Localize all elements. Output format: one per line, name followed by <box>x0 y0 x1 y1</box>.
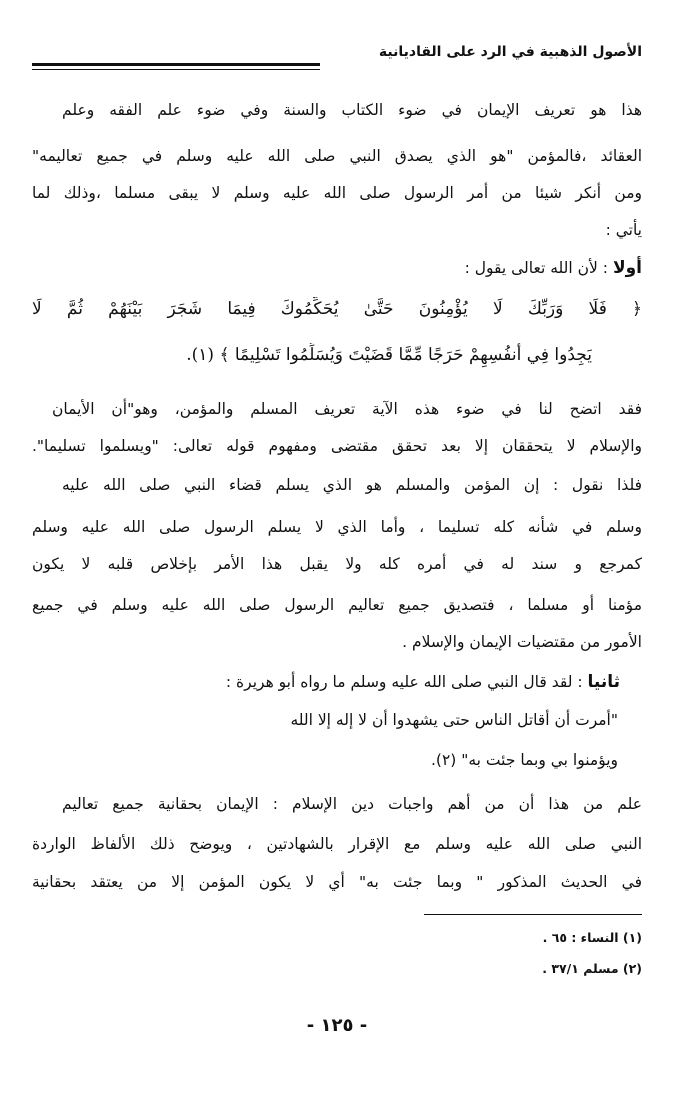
second-point-lead: ثانيا <box>587 672 620 692</box>
first-point-line <box>32 256 642 282</box>
body-line-11: الأمور من مقتضيات الإيمان والإسلام . <box>402 633 642 651</box>
body-line-12: علم من هذا أن من أهم واجبات دين الإسلام : الإيمان بحقانية جميع تعاليم <box>62 795 642 813</box>
body-line-13: النبي صلى الله عليه وسلم مع الإقرار بالشهادتين ، ويوضح ذلك الألفاظ الواردة <box>32 835 642 853</box>
footnote-1: (١) النساء : ٦٥ . <box>542 930 642 945</box>
body-line-3: ومن أنكر شيئا من أمر الرسول صلى الله عليه وسلم لا يبقى مسلما ،وذلك لما <box>32 184 642 202</box>
hadith-line-2: ويؤمنوا بي وبما جئت به" (٢). <box>430 751 618 769</box>
page-number: - ١٢٥ - <box>306 1015 368 1036</box>
hadith-line-1: "أمرت أن أقاتل الناس حتى يشهدوا أن لا إله إلا الله <box>290 711 618 729</box>
first-point-text: : لأن الله تعالى يقول : <box>464 259 608 277</box>
second-point-text: : لقد قال النبي صلى الله عليه وسلم ما رواه أبو هريرة : <box>225 673 583 691</box>
body-line-9: كمرجع و سند له في أمره كله ولا يقبل هذا الأمر بإخلاص قلبه لا يكون <box>32 555 642 573</box>
footnote-2: (٢) مسلم ٣٧/١ . <box>542 961 642 976</box>
header-rule-thin <box>32 69 320 70</box>
header-rule-thick <box>32 63 320 66</box>
body-line-4: يأتي : <box>605 221 642 239</box>
body-line-7: فلذا نقول : إن المؤمن والمسلم هو الذي يسلم قضاء النبي صلى الله عليه <box>62 476 642 494</box>
quran-verse-line-2: يَجِدُوا فِي أَنفُسِهِمْ حَرَجًا مِّمَّا قَضَيْتَ وَيُسَلِّمُوا تَسْلِيمًا ﴾ (١). <box>186 345 592 365</box>
body-line-10: مؤمنا أو مسلما ، فتصديق جميع تعاليم الرسول صلى الله عليه وسلم في جميع <box>32 596 642 614</box>
quran-verse-line-1: ﴿ فَلَا وَرَبِّكَ لَا يُؤْمِنُونَ حَتَّىٰ يُحَكِّمُوكَ فِيمَا شَجَرَ بَيْنَهُمْ ثُمَّ لَا <box>32 299 642 319</box>
body-line-2: العقائد ،فالمؤمن "هو الذي يصدق النبي صلى الله عليه وسلم في جميع تعاليمه" <box>32 147 642 165</box>
body-line-6: والإسلام لا يتحققان إلا بعد تحقق مقتضى ومفهوم قوله تعالى: "ويسلموا تسليما". <box>32 437 642 455</box>
first-point-lead: أولا <box>612 258 642 278</box>
body-line-8: وسلم في شأنه كله تسليما ، وأما الذي لا يسلم الرسول صلى الله عليه وسلم <box>32 518 642 536</box>
body-line-1: هذا هو تعريف الإيمان في ضوء الكتاب والسنة وفي ضوء علم الفقه وعلم <box>62 101 642 119</box>
body-line-14: في الحديث المذكور " وبما جئت به" أي لا يكون المؤمن إلا من يعتقد بحقانية <box>32 873 642 891</box>
running-header-title: الأصول الذهبية في الرد على القاديانية <box>378 44 642 60</box>
footnote-separator <box>424 914 642 915</box>
body-line-5: فقد اتضح لنا في ضوء هذه الآية تعريف المسلم والمؤمن، وهو"أن الأيمان <box>52 400 642 418</box>
second-point-line <box>10 670 620 696</box>
